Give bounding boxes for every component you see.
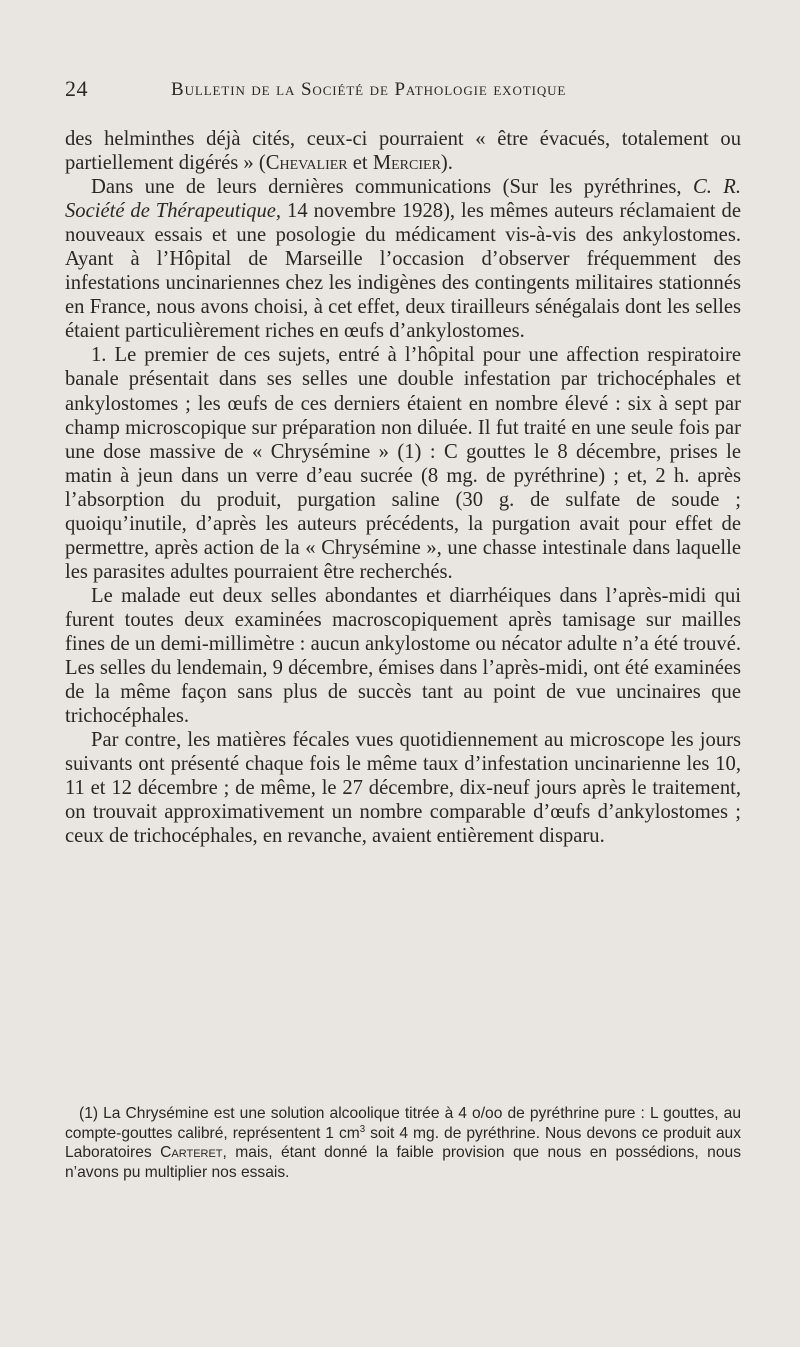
text-run: 14 novembre 1928), les mêmes auteurs réclamaient de nouveaux essais et une posologie du médicament vis-à-vis des ankylostomes. Ayant à l’Hôpital de Marseille l’occasion d’observer fréquemment des infestations uncinariennes chez les indigènes des contingents militaires stationnés en France, nous avons choisi, à cet effet, deux tirailleurs sénégalais dont les selles étaient particulièrement riches en œufs d’ankylostomes. (65, 200, 741, 343)
journal-title: C. R. Société de Thérapeutique, (65, 176, 741, 223)
text-run: et (347, 152, 373, 175)
text-run: Dans une de leurs dernières communications (Sur les pyréthrines, (91, 176, 693, 199)
paragraph-4: Le malade eut deux selles abondantes et diarrhéiques dans l’après-midi qui furent toutes deux examinées macroscopiquement après tamisage sur mailles fines de un demi-millimètre : aucun ankylostome ou nécator adulte n’a été trouvé. Les selles du lendemain, 9 décembre, émises dans l’après-midi, ont été examinées de la même façon sans plus de succès tant au point de vue uncinaires que trichocéphales. (65, 584, 741, 728)
footnote (65, 1104, 741, 1182)
page-header (65, 76, 745, 106)
paragraph-2 (65, 175, 741, 343)
text-run: soit 4 mg. de pyréthrine. Nous devons ce produit aux Laboratoires (65, 1124, 741, 1162)
running-title: Bulletin de la Société de Pathologie exotique (171, 79, 567, 100)
text-run: (1) La Chrysémine est une solution alcoolique titrée à 4 o/oo de pyréthrine pure : L gouttes, au compte-gouttes calibré, représentent 1 cm (65, 1105, 741, 1142)
page-number: 24 (65, 76, 88, 101)
author-name-mercier: Mercier (372, 152, 441, 175)
text-run: des helminthes déjà cités, ceux-ci pourraient « être évacués, totalement ou partiellement digérés » ( (65, 128, 741, 175)
superscript: 3 (359, 1123, 366, 1135)
paragraph-5: Par contre, les matières fécales vues quotidiennement au microscope les jours suivants ont présenté chaque fois le même taux d’infestation uncinarienne les 10, 11 et 12 décembre ; de même, le 27 décembre, dix-neuf jours après le traitement, on trouvait approximativement un nombre comparable d’œufs d’ankylostomes ; ceux de trichocéphales, en revanche, avaient entièrement disparu. (65, 729, 741, 848)
paragraph-3: 1. Le premier de ces sujets, entré à l’hôpital pour une affection respiratoire banale présentait dans ses selles une double infestation par trichocéphales et ankylostomes ; les œufs de ces derniers étaient en nombre élevé : six à sept par champ microscopique sur préparation non diluée. Il fut traité en une seule fois par une dose massive de « Chrysémine » (1) : C gouttes le 8 décembre, prises le matin à jeun dans un verre d’eau sucrée (8 mg. de pyréthrine) ; et, 2 h. après l’absorption du produit, purgation saline (30 g. de sulfate de soude ; quoiqu’inutile, d’après les auteurs précédents, la purgation avait pour effet de permettre, après action de la « Chrysémine », une chasse intestinale dans laquelle les parasites adultes pourraient être recherchés. (65, 344, 741, 583)
text-run: , mais, étant donné la faible provision que nous en possédions, nous n’avons pu multiplier nos essais. (65, 1144, 741, 1181)
text-run: ). (440, 152, 453, 175)
paragraph-1 (65, 127, 741, 175)
body-text (65, 127, 741, 848)
company-name: Carteret (160, 1144, 223, 1162)
author-name-chevalier: Chevalier (265, 152, 348, 175)
